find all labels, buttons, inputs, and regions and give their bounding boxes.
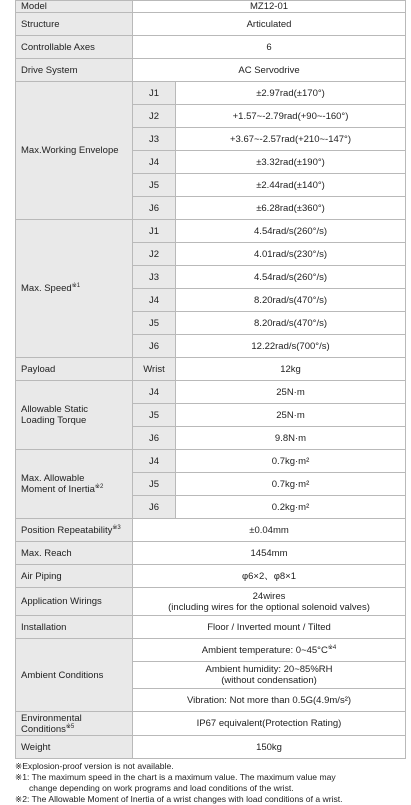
footnote-mark: ※4 — [327, 644, 337, 651]
axis-label: J1 — [133, 220, 176, 243]
wirings-label: Application Wirings — [16, 588, 133, 616]
envelope-value: ±6.28rad(±360°) — [176, 197, 406, 220]
ambient-humidity — [133, 662, 406, 689]
inertia-label-line2: Moment of Inertia — [21, 484, 95, 495]
axis-label: J5 — [133, 312, 176, 335]
envelope-label: Max.Working Envelope — [16, 82, 133, 220]
note-explosion: ※Explosion-proof version is not available. — [15, 761, 174, 771]
reach-value: 1454mm — [133, 542, 406, 565]
axis-label: J5 — [133, 404, 176, 427]
footnote-mark: ※2 — [94, 483, 104, 490]
axis-label: J4 — [133, 289, 176, 312]
axis-label: J2 — [133, 243, 176, 266]
footnotes — [15, 761, 405, 805]
axis-label: J1 — [133, 82, 176, 105]
environmental-label-line1: Environmental — [21, 712, 82, 724]
spec-table — [15, 0, 406, 759]
installation-value: Floor / Inverted mount / Tilted — [133, 616, 406, 639]
axis-label: J4 — [133, 450, 176, 473]
envelope-value: +3.67~-2.57rad(+210~-147°) — [176, 128, 406, 151]
payload-sub: Wrist — [133, 358, 176, 381]
table-row — [16, 588, 406, 616]
torque-value: 25N·m — [176, 381, 406, 404]
envelope-value: ±2.44rad(±140°) — [176, 174, 406, 197]
table-row — [16, 565, 406, 588]
repeatability-label-text: Position Repeatability — [21, 524, 113, 536]
envelope-value: ±2.97rad(±170°) — [176, 82, 406, 105]
table-row — [16, 59, 406, 82]
wirings-value — [133, 588, 406, 616]
speed-label-text: Max. Speed — [21, 283, 72, 294]
inertia-value: 0.2kg·m² — [176, 496, 406, 519]
note-2-mark: ※2: — [15, 794, 30, 804]
axis-label: J6 — [133, 335, 176, 358]
speed-value: 12.22rad/s(700°/s) — [176, 335, 406, 358]
axis-label: J3 — [133, 266, 176, 289]
torque-value: 9.8N·m — [176, 427, 406, 450]
table-row — [16, 82, 406, 105]
ambient-label: Ambient Conditions — [16, 639, 133, 712]
note-1 — [15, 772, 405, 783]
air-label: Air Piping — [16, 565, 133, 588]
environmental-value: IP67 equivalent(Protection Rating) — [133, 712, 406, 736]
speed-label — [16, 220, 133, 358]
axis-label: J4 — [133, 151, 176, 174]
axis-label: J5 — [133, 174, 176, 197]
ambient-temperature-text: Ambient temperature: 0~45°C — [201, 644, 328, 656]
model-value: MZ12-01 — [133, 1, 406, 13]
axes-label: Controllable Axes — [16, 36, 133, 59]
note-2 — [15, 794, 405, 805]
wirings-value-line1: 24wires — [252, 590, 286, 602]
torque-label — [16, 381, 133, 450]
table-row — [16, 639, 406, 662]
table-row — [16, 450, 406, 473]
table-row — [16, 13, 406, 36]
ambient-temperature — [133, 639, 406, 662]
table-row — [16, 519, 406, 542]
axes-value: 6 — [133, 36, 406, 59]
speed-value: 4.54rad/s(260°/s) — [176, 266, 406, 289]
inertia-value: 0.7kg·m² — [176, 450, 406, 473]
installation-label: Installation — [16, 616, 133, 639]
repeatability-value: ±0.04mm — [133, 519, 406, 542]
table-row — [16, 381, 406, 404]
footnote-mark: ※1 — [71, 282, 81, 289]
speed-value: 4.01rad/s(230°/s) — [176, 243, 406, 266]
environmental-label — [16, 712, 133, 736]
repeatability-label — [16, 519, 133, 542]
reach-label: Max. Reach — [16, 542, 133, 565]
axis-label: J6 — [133, 427, 176, 450]
wirings-value-line2: (including wires for the optional solenoid valves) — [168, 601, 370, 613]
speed-value: 4.54rad/s(260°/s) — [176, 220, 406, 243]
payload-value: 12kg — [176, 358, 406, 381]
drive-value: AC Servodrive — [133, 59, 406, 82]
axis-label: J6 — [133, 496, 176, 519]
envelope-value: ±3.32rad(±190°) — [176, 151, 406, 174]
axis-label: J4 — [133, 381, 176, 404]
ambient-vibration: Vibration: Not more than 0.5G(4.9m/s²) — [133, 689, 406, 712]
ambient-humidity-line2: (without condensation) — [221, 675, 317, 686]
speed-value: 8.20rad/s(470°/s) — [176, 289, 406, 312]
envelope-value: +1.57~-2.79rad(+90~-160°) — [176, 105, 406, 128]
table-row — [16, 1, 406, 13]
torque-value: 25N·m — [176, 404, 406, 427]
axis-label: J5 — [133, 473, 176, 496]
torque-label-line1: Allowable Static — [21, 404, 89, 415]
note-1-continued: change depending on work programs and load conditions of the wrist. — [29, 783, 294, 793]
table-row — [16, 358, 406, 381]
environmental-label-line2: Conditions — [21, 723, 66, 735]
speed-value: 8.20rad/s(470°/s) — [176, 312, 406, 335]
torque-label-line2: Loading Torque — [21, 415, 87, 426]
footnote-mark: ※3 — [112, 524, 121, 531]
note-1-line1: The maximum speed in the chart is a maximum value. The maximum value may — [31, 772, 336, 782]
inertia-value: 0.7kg·m² — [176, 473, 406, 496]
table-row — [16, 736, 406, 759]
weight-value: 150kg — [133, 736, 406, 759]
inertia-label-line1: Max. Allowable — [21, 473, 85, 484]
footnote-mark: ※5 — [65, 723, 75, 730]
axis-label: J6 — [133, 197, 176, 220]
axis-label: J2 — [133, 105, 176, 128]
payload-label: Payload — [16, 358, 133, 381]
structure-value: Articulated — [133, 13, 406, 36]
axis-label: J3 — [133, 128, 176, 151]
weight-label: Weight — [16, 736, 133, 759]
ambient-humidity-line1: Ambient humidity: 20~85%RH — [205, 664, 333, 675]
table-row — [16, 220, 406, 243]
table-row — [16, 542, 406, 565]
note-2-line1: The Allowable Moment of Inertia of a wrist changes with load conditions of a wrist. — [31, 794, 343, 804]
table-row — [16, 616, 406, 639]
air-value: φ6×2、φ8×1 — [133, 565, 406, 588]
drive-label: Drive System — [16, 59, 133, 82]
note-1-mark: ※1: — [15, 772, 30, 782]
table-row — [16, 712, 406, 736]
model-label: Model — [16, 1, 133, 13]
table-row — [16, 36, 406, 59]
inertia-label — [16, 450, 133, 519]
structure-label: Structure — [16, 13, 133, 36]
